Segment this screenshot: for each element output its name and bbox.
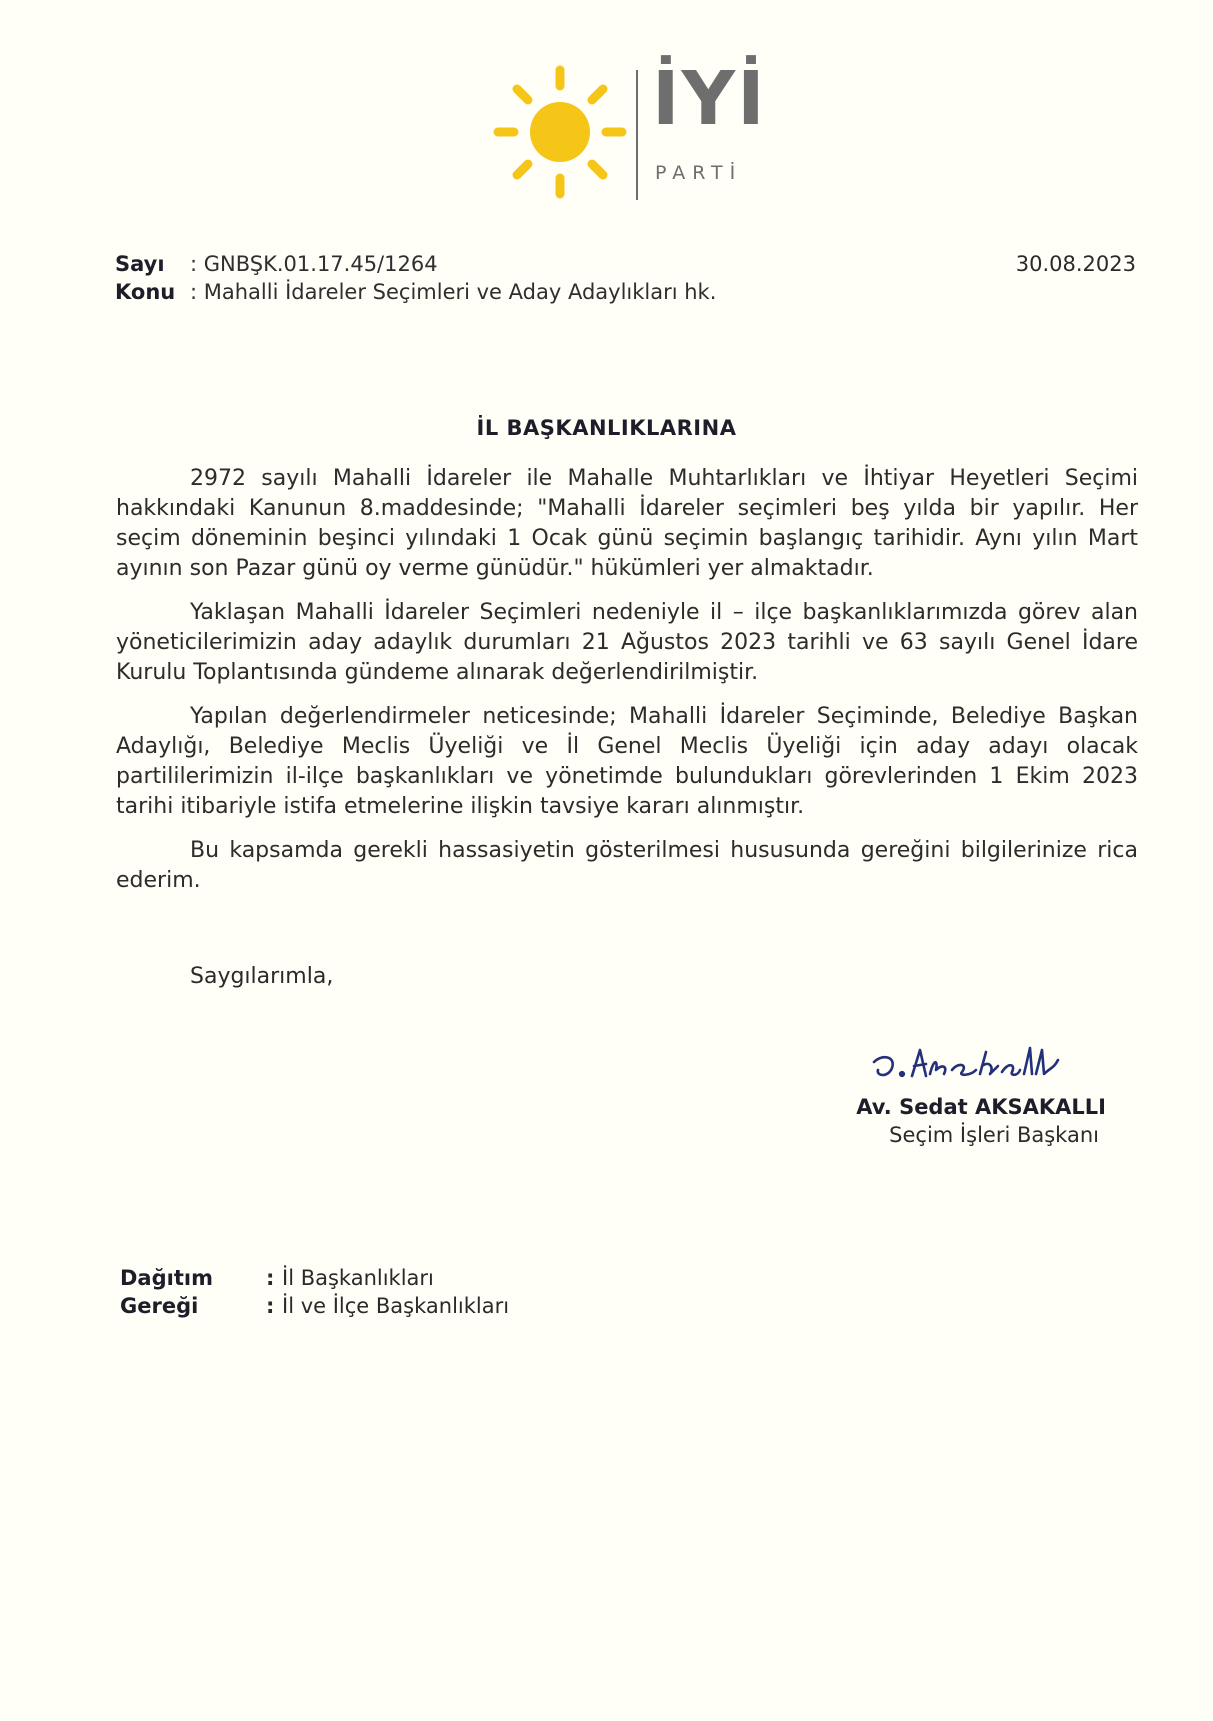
logo-divider	[636, 70, 638, 200]
sayi-value: : GNBŞK.01.17.45/1264	[190, 252, 438, 276]
letter-body	[116, 464, 1138, 910]
sayi-row	[115, 250, 716, 278]
geregi-value: İl ve İlçe Başkanlıkları	[282, 1294, 510, 1318]
konu-row	[115, 278, 716, 306]
paragraph-2: Yaklaşan Mahalli İdareler Seçimleri nedeniyle il – ilçe başkanlıklarımızda görev alan yöneticilerimizin aday adaylık durumları 21 Ağustos 2023 tarihli ve 63 sayılı Genel İdare Kurulu Toplantısında gündeme alınarak değerlendirilmiştir.	[116, 600, 1138, 685]
dagitim-value: İl Başkanlıkları	[282, 1266, 434, 1290]
paragraph-3: Yapılan değerlendirmeler neticesinde; Mahalli İdareler Seçiminde, Belediye Başkan Adaylığı, Belediye Meclis Üyeliği ve İl Genel Meclis Üyeliği için aday adayı olacak partililerimizin il-ilçe başkanlıkları ve yönetimde bulundukları görevlerinden 1 Ekim 2023 tarihi itibariyle istifa etmelerine ilişkin tavsiye kararı alınmıştır.	[116, 704, 1138, 819]
konu-value: : Mahalli İdareler Seçimleri ve Aday Adaylıkları hk.	[190, 280, 717, 304]
recipient-heading: İL BAŞKANLIKLARINA	[476, 416, 737, 440]
letter-meta	[115, 250, 716, 306]
signatory-name: Av. Sedat AKSAKALLI	[856, 1095, 1106, 1119]
paragraph-4: Bu kapsamda gerekli hassasiyetin gösterilmesi hususunda gereğini bilgilerinize rica ederim.	[116, 838, 1138, 893]
konu-label: Konu	[115, 280, 176, 304]
dagitim-row	[120, 1264, 509, 1292]
party-logo	[490, 56, 770, 212]
geregi-colon: :	[266, 1294, 275, 1318]
dagitim-colon: :	[266, 1266, 275, 1290]
logo-wordmark: İYİ	[652, 56, 767, 142]
geregi-row	[120, 1292, 509, 1320]
geregi-label: Gereği	[120, 1294, 199, 1318]
sun-icon	[490, 62, 630, 202]
dagitim-label: Dağıtım	[120, 1266, 213, 1290]
logo-subtitle: PARTİ	[655, 162, 743, 184]
closing-phrase: Saygılarımla,	[190, 964, 334, 989]
letter-date: 30.08.2023	[1015, 252, 1136, 276]
handwritten-signature	[868, 1040, 1098, 1090]
signatory-title: Seçim İşleri Başkanı	[889, 1123, 1099, 1147]
sayi-label: Sayı	[115, 252, 165, 276]
distribution-block	[120, 1264, 509, 1320]
paragraph-1: 2972 sayılı Mahalli İdareler ile Mahalle Muhtarlıkları ve İhtiyar Heyetleri Seçimi hakkındaki Kanunun 8.maddesinde; "Mahalli İdareler seçimleri beş yılda bir yapılır. Her seçim döneminin beşinci yılındaki 1 Ocak günü seçimin başlangıç tarihidir. Aynı yılın Mart ayının son Pazar günü oy verme günüdür." hükümleri yer almaktadır.	[116, 466, 1138, 581]
